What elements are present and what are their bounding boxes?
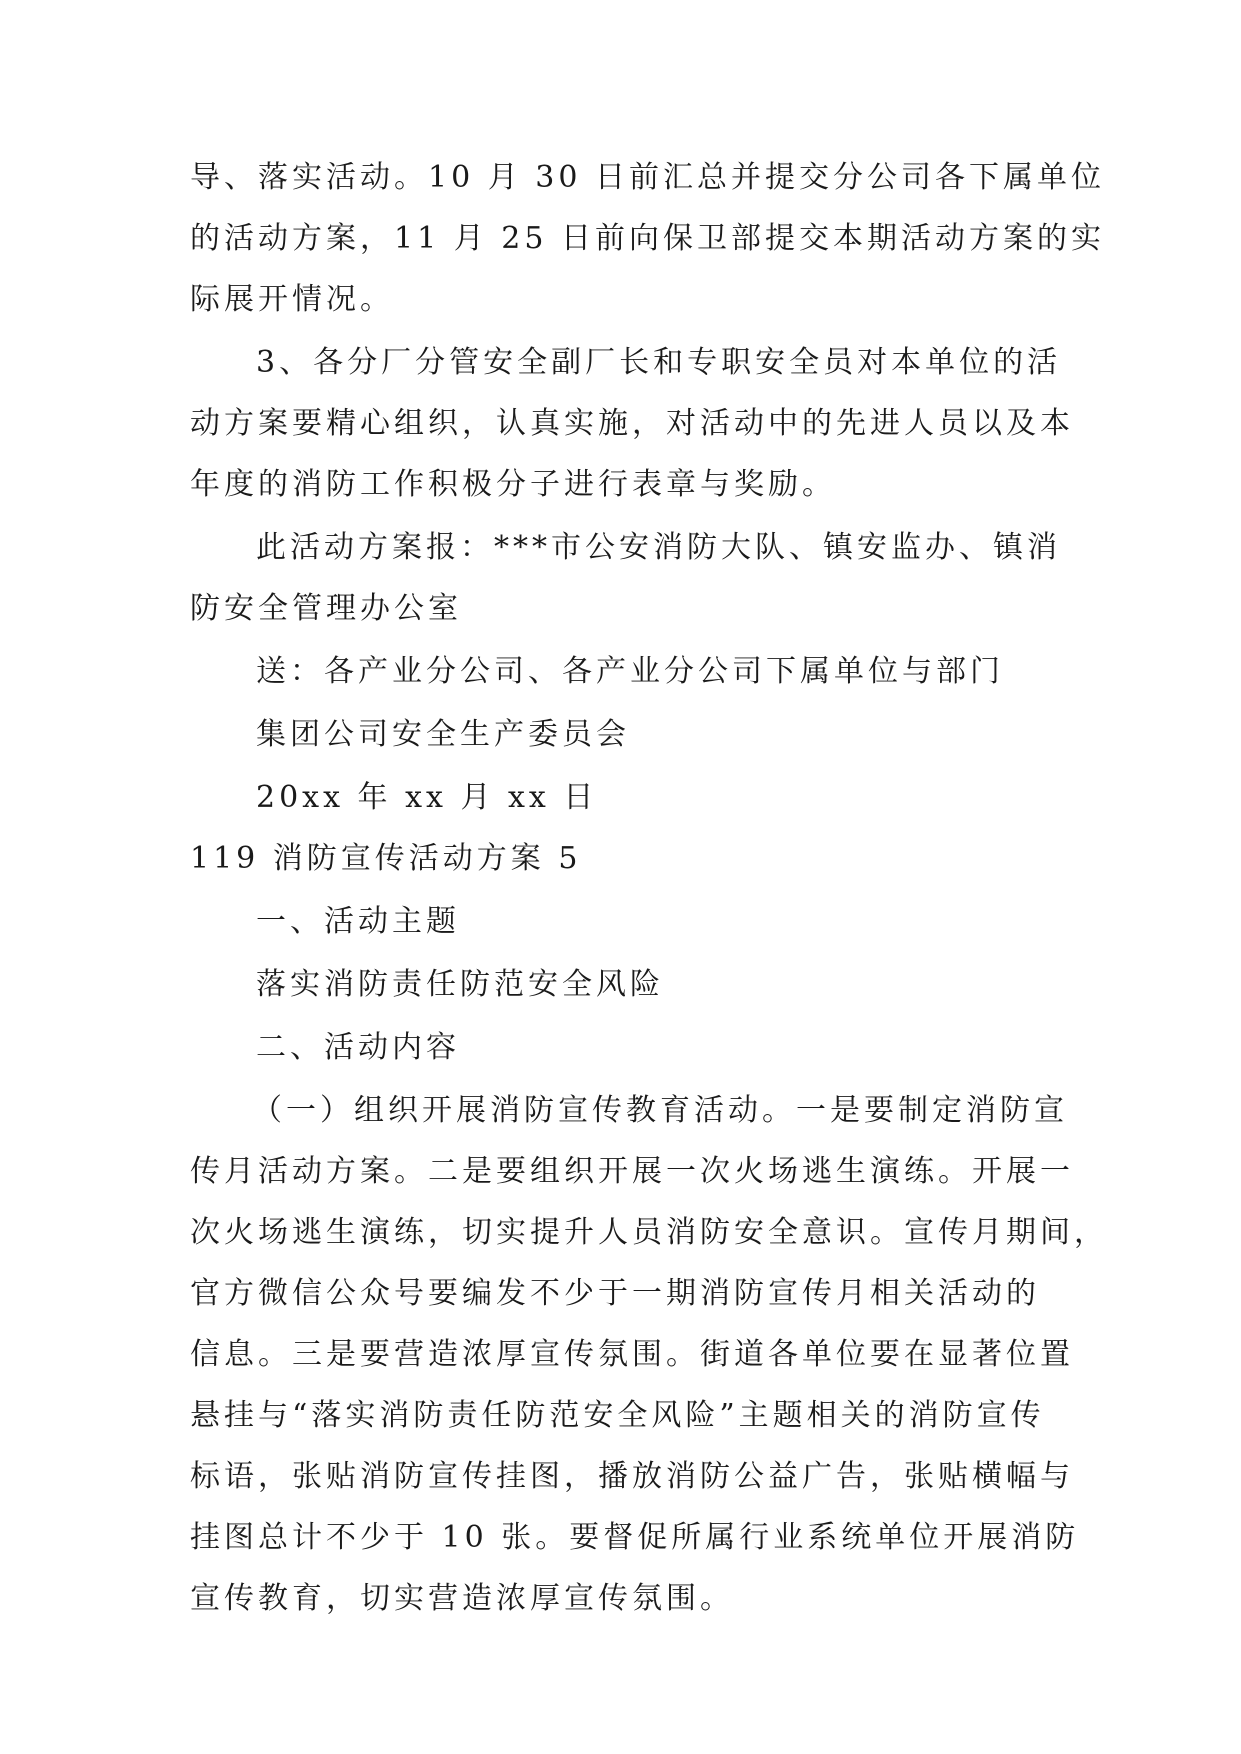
section-heading: 119 消防宣传活动方案 5 bbox=[190, 841, 582, 876]
text-line: （一）组织开展消防宣传教育活动。一是要制定消防宣 bbox=[252, 1093, 1068, 1128]
subheading-activity-theme: 一、活动主题 bbox=[256, 904, 460, 939]
subheading-activity-content: 二、活动内容 bbox=[256, 1030, 460, 1065]
document-page bbox=[190, 160, 1108, 1617]
signature-organization: 集团公司安全生产委员会 bbox=[256, 717, 630, 752]
text-line: 此活动方案报：***市公安消防大队、镇安监办、镇消 bbox=[256, 530, 1061, 565]
text-line: 官方微信公众号要编发不少于一期消防宣传月相关活动的 bbox=[190, 1276, 1040, 1311]
text-line: 悬挂与“落实消防责任防范安全风险”主题相关的消防宣传 bbox=[190, 1398, 1045, 1433]
paragraph-item-3 bbox=[190, 345, 1074, 503]
text-line: 动方案要精心组织，认真实施，对活动中的先进人员以及本 bbox=[190, 406, 1074, 441]
paragraph-report-to bbox=[190, 530, 1061, 627]
activity-theme-text: 落实消防责任防范安全风险 bbox=[256, 967, 664, 1002]
text-line: 标语，张贴消防宣传挂图，播放消防公益广告，张贴横幅与 bbox=[190, 1459, 1074, 1494]
text-line: 防安全管理办公室 bbox=[190, 591, 462, 626]
text-line: 宣传教育，切实营造浓厚宣传氛围。 bbox=[190, 1581, 734, 1616]
signature-date: 20xx 年 xx 月 xx 日 bbox=[256, 780, 598, 815]
text-line: 次火场逃生演练，切实提升人员消防安全意识。宣传月期间， bbox=[190, 1215, 1108, 1250]
paragraph-send-to: 送：各产业分公司、各产业分公司下属单位与部门 bbox=[256, 654, 1004, 689]
text-line: 的活动方案，11 月 25 日前向保卫部提交本期活动方案的实 bbox=[190, 221, 1105, 256]
text-line: 3、各分厂分管安全副厂长和专职安全员对本单位的活 bbox=[256, 345, 1062, 380]
paragraph-activity-content bbox=[190, 1093, 1108, 1617]
text-line: 年度的消防工作积极分子进行表章与奖励。 bbox=[190, 467, 836, 502]
text-line: 际展开情况。 bbox=[190, 282, 394, 317]
text-line: 信息。三是要营造浓厚宣传氛围。街道各单位要在显著位置 bbox=[190, 1337, 1074, 1372]
text-line: 挂图总计不少于 10 张。要督促所属行业系统单位开展消防 bbox=[190, 1520, 1080, 1555]
text-line: 导、落实活动。10 月 30 日前汇总并提交分公司各下属单位 bbox=[190, 160, 1105, 195]
text-line: 传月活动方案。二是要组织开展一次火场逃生演练。开展一 bbox=[190, 1154, 1074, 1189]
paragraph-submission-deadline bbox=[190, 160, 1105, 318]
